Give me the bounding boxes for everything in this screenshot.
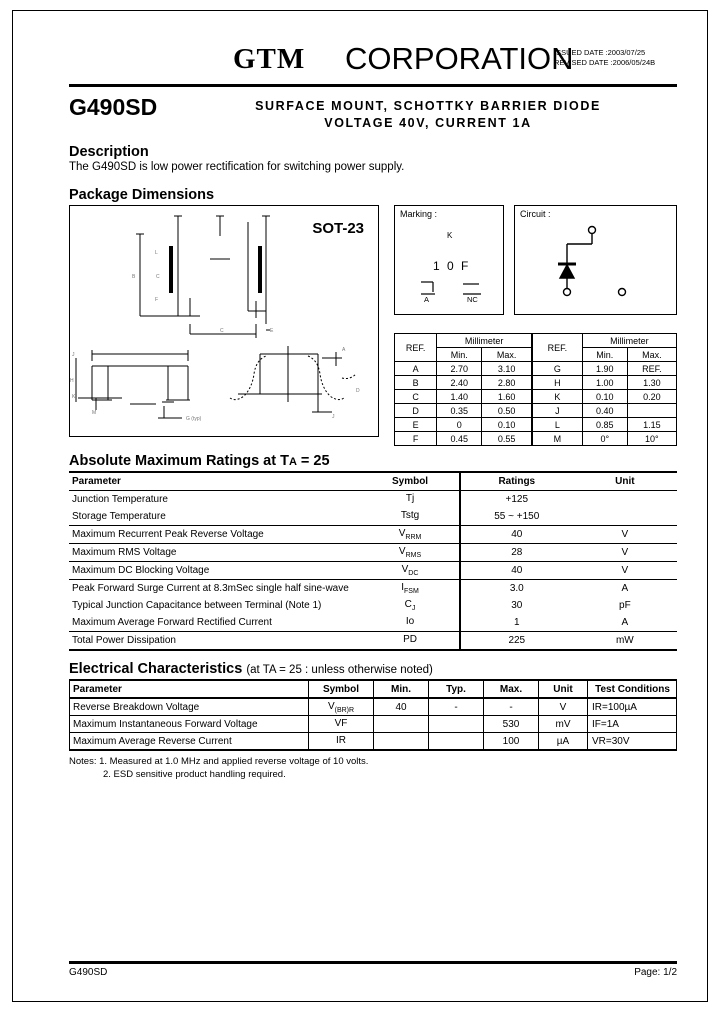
amr-symbol: Tj bbox=[405, 493, 415, 504]
ec-unit: V bbox=[539, 698, 588, 716]
dim-col-min-left: Min. bbox=[437, 348, 482, 362]
electrical-characteristics-heading bbox=[69, 661, 677, 677]
package-drawing-box bbox=[69, 205, 379, 437]
footer-divider bbox=[69, 961, 677, 964]
ec-symbol: $V_{(BR)R}$ bbox=[309, 698, 374, 716]
dim-min: 0.45 bbox=[437, 432, 482, 446]
dim-ref: G bbox=[532, 362, 582, 376]
amr-col-unit: Unit bbox=[573, 472, 677, 491]
ec-unit: µA bbox=[539, 733, 588, 751]
ec-col-parameter: Parameter bbox=[70, 680, 309, 698]
description-heading: Description bbox=[69, 144, 149, 160]
dim-col-ref-right: REF. bbox=[532, 334, 582, 362]
dim-max: 10° bbox=[627, 432, 676, 446]
amr-parameter: Maximum RMS Voltage bbox=[69, 544, 361, 562]
circuit-label: Circuit : bbox=[520, 209, 551, 219]
svg-text:J: J bbox=[332, 414, 335, 420]
amr-rating: 3.0 bbox=[460, 580, 573, 598]
dim-col-max-left: Max. bbox=[482, 348, 532, 362]
table-row bbox=[70, 733, 677, 751]
dim-min: 0° bbox=[582, 432, 627, 446]
page-border bbox=[12, 10, 708, 1002]
footer-part-number: G490SD bbox=[69, 967, 108, 978]
amr-symbol: $V_{DC}$ bbox=[361, 562, 460, 580]
amr-rating: 40 bbox=[460, 526, 573, 544]
dim-max: 2.80 bbox=[482, 376, 532, 390]
marking-pin-nc: NC bbox=[467, 295, 478, 304]
amr-parameter: Junction Temperature bbox=[72, 494, 168, 505]
table-row bbox=[395, 404, 677, 418]
amr-unit: A bbox=[573, 614, 677, 632]
dim-min: 1.00 bbox=[582, 376, 627, 390]
dim-ref: D bbox=[395, 404, 437, 418]
ec-parameter: Maximum Instantaneous Forward Voltage bbox=[70, 716, 309, 733]
svg-text:K: K bbox=[72, 394, 76, 400]
dim-min: 0 bbox=[437, 418, 482, 432]
dim-ref: M bbox=[532, 432, 582, 446]
ec-parameter: Reverse Breakdown Voltage bbox=[70, 698, 309, 716]
note-1: Notes: 1. Measured at 1.0 MHz and applied reverse voltage of 10 volts. bbox=[69, 756, 369, 767]
svg-text:F: F bbox=[155, 297, 159, 303]
ec-col-symbol: Symbol bbox=[309, 680, 374, 698]
electrical-heading-condition: (at TA = 25 : unless otherwise noted) bbox=[246, 664, 433, 676]
table-row bbox=[69, 597, 677, 614]
amr-unit: pF bbox=[619, 600, 631, 611]
description-text: The G490SD is low power rectification for switching power supply. bbox=[69, 161, 405, 173]
amr-parameter: Maximum Average Forward Rectified Current bbox=[69, 614, 361, 632]
table-row bbox=[395, 362, 677, 376]
svg-text:A: A bbox=[342, 347, 346, 353]
dim-max bbox=[627, 404, 676, 418]
note-2: 2. ESD sensitive product handling required. bbox=[103, 769, 286, 780]
dim-ref: J bbox=[532, 404, 582, 418]
ec-unit: mV bbox=[539, 716, 588, 733]
amr-symbol: Tstg bbox=[361, 508, 460, 526]
table-row bbox=[69, 491, 677, 509]
amr-unit: V bbox=[573, 562, 677, 580]
package-dimensions-heading: Package Dimensions bbox=[69, 187, 215, 203]
dim-ref: C bbox=[395, 390, 437, 404]
ec-symbol: IR bbox=[309, 733, 374, 751]
ec-col-unit: Unit bbox=[539, 680, 588, 698]
amr-col-parameter: Parameter bbox=[69, 472, 361, 491]
table-row bbox=[395, 418, 677, 432]
svg-text:G (typ): G (typ) bbox=[186, 416, 202, 422]
dim-ref: B bbox=[395, 376, 437, 390]
amr-unit: A bbox=[621, 583, 629, 594]
ec-max: 100 bbox=[484, 733, 539, 751]
dim-col-min-right: Min. bbox=[582, 348, 627, 362]
dim-col-mm-right: Millimeter bbox=[582, 334, 676, 348]
svg-text:L: L bbox=[155, 250, 158, 256]
ec-typ bbox=[429, 733, 484, 751]
dim-min: 0.35 bbox=[437, 404, 482, 418]
absolute-max-heading bbox=[69, 453, 677, 469]
amr-symbol: $C_J$ bbox=[404, 599, 416, 612]
footer-row bbox=[69, 967, 677, 978]
notes-block bbox=[69, 755, 677, 781]
document-dates bbox=[554, 48, 655, 68]
amr-col-symbol: Symbol bbox=[361, 472, 460, 491]
ec-col-typ: Typ. bbox=[429, 680, 484, 698]
svg-text:B: B bbox=[132, 274, 136, 280]
dimension-table-body bbox=[395, 362, 677, 446]
dim-ref: K bbox=[532, 390, 582, 404]
footer-page-number: Page: 1/2 bbox=[634, 967, 677, 978]
svg-text:H: H bbox=[70, 378, 74, 384]
dim-col-ref-left: REF. bbox=[395, 334, 437, 362]
dim-min: 2.70 bbox=[437, 362, 482, 376]
package-outline-drawing bbox=[70, 206, 377, 435]
dim-max: 0.10 bbox=[482, 418, 532, 432]
company-corporation-text: CORPORATION bbox=[345, 41, 574, 76]
dimension-table bbox=[394, 333, 677, 446]
dim-col-mm-left: Millimeter bbox=[437, 334, 532, 348]
amr-unit bbox=[573, 508, 677, 526]
page-content bbox=[69, 39, 677, 781]
ec-test-condition: IR=100µA bbox=[588, 698, 677, 716]
amr-parameter: Storage Temperature bbox=[69, 508, 361, 526]
ec-col-test-conditions: Test Conditions bbox=[588, 680, 677, 698]
amr-symbol: $V_{RRM}$ bbox=[361, 526, 460, 544]
table-row bbox=[395, 390, 677, 404]
table-row bbox=[69, 526, 677, 544]
amr-rating: 28 bbox=[460, 544, 573, 562]
dim-min: 0.85 bbox=[582, 418, 627, 432]
dimension-table-header-row bbox=[395, 334, 677, 348]
table-row bbox=[70, 716, 677, 733]
dim-col-max-right: Max. bbox=[627, 348, 676, 362]
amr-symbol: $V_{RMS}$ bbox=[361, 544, 460, 562]
ec-max: 530 bbox=[484, 716, 539, 733]
svg-text:E: E bbox=[270, 328, 274, 334]
amr-col-ratings: Ratings bbox=[460, 472, 573, 491]
amr-unit: V bbox=[573, 544, 677, 562]
dim-max: REF. bbox=[627, 362, 676, 376]
marking-pin-graphics bbox=[395, 206, 502, 313]
issued-date: ISSUED DATE :2003/07/25 bbox=[554, 48, 646, 57]
amr-unit: mW bbox=[573, 632, 677, 651]
marking-label: Marking : bbox=[400, 209, 438, 219]
dim-max: 0.50 bbox=[482, 404, 532, 418]
dim-max: 0.20 bbox=[627, 390, 676, 404]
dim-min: 0.40 bbox=[582, 404, 627, 418]
amr-symbol: $I_{FSM}$ bbox=[401, 582, 419, 595]
subtitle-line-2: VOLTAGE 40V, CURRENT 1A bbox=[324, 116, 532, 130]
svg-text:C: C bbox=[156, 274, 160, 280]
ec-symbol: VF bbox=[309, 716, 374, 733]
absolute-max-table bbox=[69, 471, 677, 651]
product-subtitle bbox=[179, 98, 677, 132]
ec-col-max: Max. bbox=[484, 680, 539, 698]
revised-date: REVISED DATE :2006/05/24B bbox=[554, 58, 656, 67]
table-header-row bbox=[69, 472, 677, 491]
dim-ref: A bbox=[395, 362, 437, 376]
table-row bbox=[69, 544, 677, 562]
ec-parameter: Maximum Average Reverse Current bbox=[70, 733, 309, 751]
header-divider bbox=[69, 84, 677, 87]
dim-min: 1.90 bbox=[582, 362, 627, 376]
company-logo: GTM bbox=[233, 43, 306, 75]
table-row bbox=[69, 562, 677, 580]
dim-min: 1.40 bbox=[437, 390, 482, 404]
table-header-row bbox=[70, 680, 677, 698]
amr-rating: +125 bbox=[460, 491, 573, 509]
marking-pin-k: K bbox=[447, 231, 453, 240]
table-row bbox=[69, 508, 677, 526]
dim-max: 1.60 bbox=[482, 390, 532, 404]
page-header bbox=[69, 39, 677, 87]
amr-rating: 1 bbox=[460, 614, 573, 632]
table-row bbox=[69, 614, 677, 632]
amr-unit bbox=[573, 491, 677, 509]
ec-min: 40 bbox=[374, 698, 429, 716]
table-row bbox=[395, 376, 677, 390]
page-title: G490SD bbox=[69, 94, 158, 120]
absolute-max-heading-main: Absolute Maximum Ratings at T bbox=[69, 453, 289, 469]
table-row bbox=[69, 580, 677, 598]
svg-text:D: D bbox=[356, 388, 360, 394]
dim-ref: H bbox=[532, 376, 582, 390]
amr-symbol: PD bbox=[361, 632, 460, 651]
amr-parameter: Maximum Recurrent Peak Reverse Voltage bbox=[69, 526, 361, 544]
package-dimensions-section bbox=[69, 205, 677, 443]
circuit-box bbox=[514, 205, 677, 315]
amr-rating: 55 ~ +150 bbox=[460, 508, 573, 526]
subtitle-line-1: SURFACE MOUNT, SCHOTTKY BARRIER DIODE bbox=[255, 99, 601, 113]
marking-pin-a: A bbox=[424, 295, 430, 304]
diode-schematic-symbol bbox=[515, 206, 675, 313]
ec-typ bbox=[429, 716, 484, 733]
svg-text:J: J bbox=[72, 352, 75, 358]
dim-max: 0.55 bbox=[482, 432, 532, 446]
amr-unit: V bbox=[573, 526, 677, 544]
title-block bbox=[69, 94, 677, 142]
dim-ref: F bbox=[395, 432, 437, 446]
amr-parameter: Maximum DC Blocking Voltage bbox=[69, 562, 361, 580]
dim-max: 1.15 bbox=[627, 418, 676, 432]
svg-text:C: C bbox=[220, 328, 224, 334]
table-row bbox=[69, 632, 677, 651]
svg-text:M: M bbox=[92, 410, 97, 416]
dim-min: 0.10 bbox=[582, 390, 627, 404]
ec-col-min: Min. bbox=[374, 680, 429, 698]
absolute-max-heading-sub: A bbox=[288, 456, 297, 468]
amr-parameter: Total Power Dissipation bbox=[69, 632, 361, 651]
electrical-characteristics-body bbox=[70, 698, 677, 750]
amr-parameter: Peak Forward Surge Current at 8.3mSec single half sine-wave bbox=[72, 583, 349, 594]
ec-test-condition: IF=1A bbox=[588, 716, 677, 733]
table-row bbox=[70, 698, 677, 716]
electrical-characteristics-table bbox=[69, 679, 677, 751]
dim-ref: E bbox=[395, 418, 437, 432]
table-row bbox=[395, 432, 677, 446]
ec-max: - bbox=[484, 698, 539, 716]
dim-max: 3.10 bbox=[482, 362, 532, 376]
ec-min bbox=[374, 716, 429, 733]
page-footer bbox=[69, 961, 677, 978]
package-name-label: SOT-23 bbox=[312, 220, 364, 237]
ec-typ: - bbox=[429, 698, 484, 716]
ec-test-condition: VR=30V bbox=[588, 733, 677, 751]
dim-ref: L bbox=[532, 418, 582, 432]
amr-rating: 225 bbox=[460, 632, 573, 651]
amr-rating: 30 bbox=[460, 597, 573, 614]
ec-min bbox=[374, 733, 429, 751]
marking-box bbox=[394, 205, 504, 315]
dim-min: 2.40 bbox=[437, 376, 482, 390]
dim-max: 1.30 bbox=[627, 376, 676, 390]
electrical-heading-text: Electrical Characteristics bbox=[69, 661, 243, 677]
absolute-max-table-body bbox=[69, 491, 677, 651]
amr-parameter: Typical Junction Capacitance between Terminal (Note 1) bbox=[72, 600, 322, 611]
amr-symbol: Io bbox=[361, 614, 460, 632]
marking-code: 1 0 F bbox=[433, 259, 471, 273]
amr-rating: 40 bbox=[460, 562, 573, 580]
absolute-max-heading-tail: = 25 bbox=[296, 453, 330, 469]
